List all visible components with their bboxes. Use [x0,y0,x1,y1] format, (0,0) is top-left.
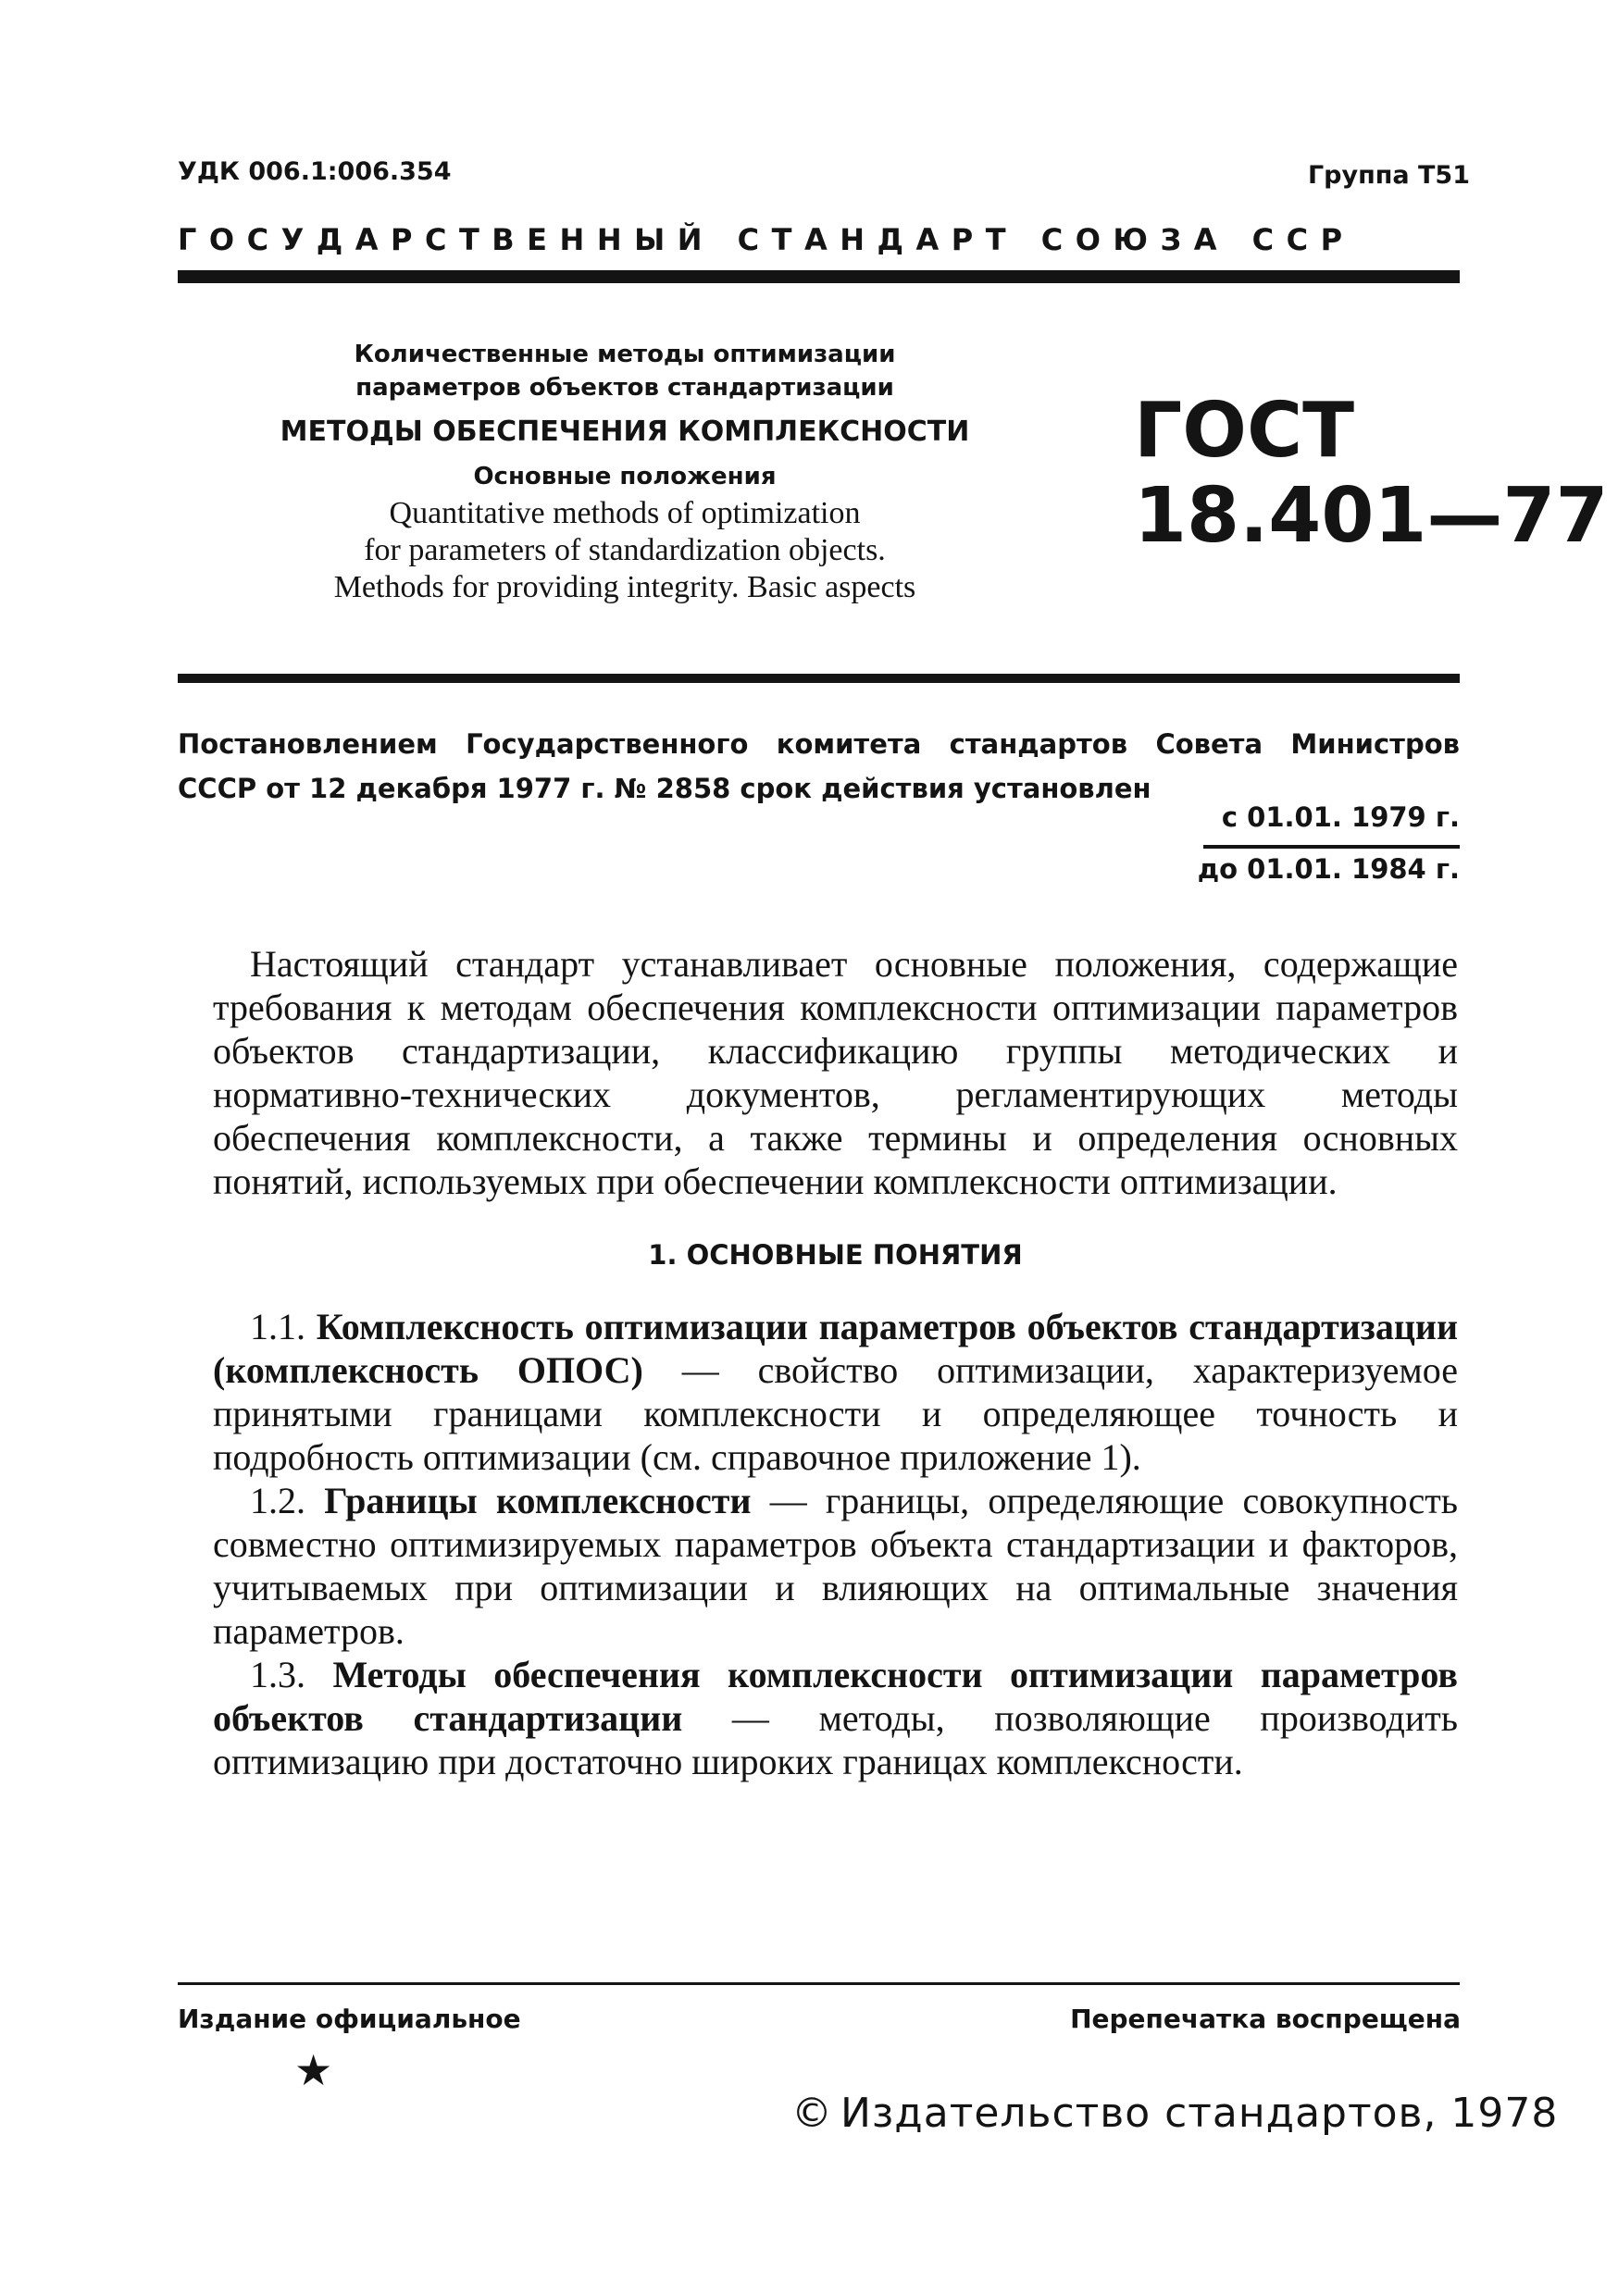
title-line-2: параметров объектов стандартизации [355,374,894,402]
definition-text: — свойство оптимизации, характеризуемое принятыми границами комплексности и определяющее точность и подробность оптимизации (см. справочное приложение 1). [213,1349,1458,1478]
section-title: 1. ОСНОВНЫЕ ПОНЯТИЯ [648,1239,1023,1271]
udk-code: УДК 006.1:006.354 [178,157,452,186]
definition-text: — границы, определяющие совокупность совместно оптимизируемых параметров объекта стандартизации и факторов, учитываемых при оптимизации и влияющих на оптимальные значения параметров. [213,1480,1459,1652]
definition-term: Комплексность оптимизации параметров объектов стандартизации (комплексность ОПОС) [213,1306,1458,1391]
authority-heading: ГОСУДАРСТВЕННЫЙ СТАНДАРТ СОЮЗА ССР [178,222,1355,257]
definition-number: 1.1. [250,1306,305,1347]
reprint-note: Перепечатка воспрещена [1070,2004,1461,2034]
star-icon: ★ [294,2045,333,2095]
publisher-line [791,2090,1558,2137]
decree-line-1: Постановлением Государственного комитета стандартов Совета Министров [178,728,1460,760]
copyright-icon: © [791,2090,833,2137]
validity-rule [1203,845,1460,849]
definition-1-1 [213,1305,1458,1479]
publisher-name: Издательство стандартов, 1978 [840,2090,1559,2137]
definition-1-2 [213,1479,1458,1653]
english-title-line-1: Quantitative methods of optimization [389,496,861,530]
definition-term: Методы обеспечения комплексности оптимизации параметров объектов стандартизации [213,1654,1458,1739]
edition-note: Издание официальное [178,2004,521,2034]
intro-paragraph: Настоящий стандарт устанавливает основные положения, содержащие требования к методам обеспечения комплексности оптимизации параметров объектов стандартизации, классификацию группы методических и нормативно-технических документов, регламентирующих методы обеспечения комплексности, а также термины и определения основных понятий, используемых при обеспечении комплексности оптимизации. [213,943,1458,1202]
footer-rule [178,1982,1460,1985]
definition-number: 1.2. [250,1480,305,1521]
decree-line-2: СССР от 12 декабря 1977 г. № 2858 срок действия установлен [178,773,1151,804]
gost-label: ГОСТ [1134,387,1355,475]
validity-from: с 01.01. 1979 г. [1221,801,1460,833]
header-rule [178,270,1460,283]
title-rule [178,674,1460,683]
gost-number: 18.401—77 [1134,472,1609,560]
title-block [231,338,1018,606]
title-subtitle: Основные положения [473,463,777,490]
definition-term: Границы комплексности [324,1480,752,1521]
english-title [231,495,1018,606]
document-body [213,942,1458,1783]
english-title-line-2: for parameters of standardization objects. [364,533,886,567]
group-code: Группа Т51 [1307,161,1470,190]
title-main: МЕТОДЫ ОБЕСПЕЧЕНИЯ КОМПЛЕКСНОСТИ [280,416,970,448]
definition-text: — методы, позволяющие производить оптимизацию при достаточно широких границах комплексности. [213,1697,1458,1782]
definition-1-3 [213,1653,1458,1783]
validity-to: до 01.01. 1984 г. [1197,853,1460,885]
english-title-line-3: Methods for providing integrity. Basic aspects [333,570,916,604]
definition-number: 1.3. [250,1654,305,1695]
title-line-1: Количественные методы оптимизации [354,341,896,368]
